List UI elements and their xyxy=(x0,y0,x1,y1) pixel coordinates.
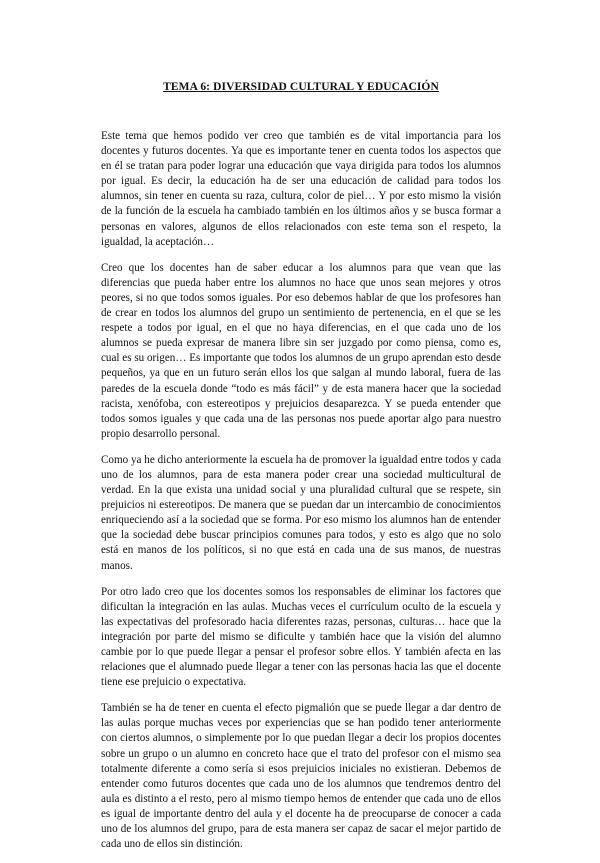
document-body xyxy=(101,129,501,863)
paragraph-3: Como ya he dicho anteriormente la escuela ha de promover la igualdad entre todos y cada uno de los alumnos, para de esta manera poder crear una sociedad multicultural de verdad. En la que exista una unidad social y una pluralidad cultural que se respete, sin prejuicios ni estereotipos. De manera que se puedan dar un intercambio de conocimientos enriqueciendo así a la sociedad que se forma. Por eso mismo los alumnos han de entender que la sociedad debe buscar principios comunes para todos, y esto es algo que no solo está en manos de los políticos, si no que está en cada una de sus manos, de nuestras manos. xyxy=(101,453,501,572)
document-title: TEMA 6: DIVERSIDAD CULTURAL Y EDUCACIÓN xyxy=(163,81,439,93)
paragraph-4: Por otro lado creo que los docentes somos los responsables de eliminar los factores que dificultan la integración en las aulas. Muchas veces el currículum oculto de la escuela y las expectativas del profesorado hacia diferentes razas, personas, culturas… hace que la integración por parte del mismo se dificulte y también hace que la visión del alumno cambie por lo que puede llegar a pensar el profesor sobre ellos. Y también afecta en las relaciones que el alumnado puede llegar a tener con las personas hacia las que el docente tiene ese prejuicio o expectativa. xyxy=(101,585,501,689)
paragraph-5: También se ha de tener en cuenta el efecto pigmalión que se puede llegar a dar dentro de las aulas porque muchas veces por experiencias que se han podido tener anteriormente con ciertos alumnos, o simplemente por lo que puedan llegar a decir los propios docentes sobre un grupo o un alumno en concreto hace que el trato del profesor con el mismo sea totalmente diferente a como sería si esos prejuicios iniciales no existieran. Debemos de entender como futuros docentes que cada uno de los alumnos que tendremos dentro del aula es distinto a el resto, pero al mismo tiempo hemos de entender que cada uno de ellos es igual de importante dentro del aula y el docente ha de preocuparse de conocer a cada uno de los alumnos del grupo, para de esta manera ser capaz de sacar el mejor partido de cada uno de ellos sin distinción. xyxy=(101,702,501,851)
paragraph-2: Creo que los docentes han de saber educar a los alumnos para que vean que las diferencias que pueda haber entre los alumnos no hace que unos sean mejores y otros peores, si no que todos somos iguales. Por eso debemos hablar de que los profesores han de crear en todos los alumnos del grupo un sentimiento de pertenencia, en el que se les respete a todos por igual, en el que no haya diferencias, en el que cada uno de los alumnos se pueda expresar de manera libre sin ser juzgado por como piensa, como es, cual es su origen… Es importante que todos los alumnos de un grupo aprendan esto desde pequeños, ya que en un futuro serán ellos los que salgan al mundo laboral, fuera de las paredes de la escuela donde “todo es más fácil” y de esta manera hacer que la sociedad racista, xenófoba, con estereotipos y prejuicios desaparezca. Y se pueda entender que todos somos iguales y que cada una de las personas nos puede aportar algo para nuestro propio desarrollo personal. xyxy=(101,261,501,440)
paragraph-1: Este tema que hemos podido ver creo que también es de vital importancia para los docentes y futuros docentes. Ya que es importante tener en cuenta todos los aspectos que en él se tratan para poder lograr una educación que vaya dirigida para todos los alumnos por igual. Es decir, la educación ha de ser una educación de calidad para todos los alumnos, sin tener en cuenta su raza, cultura, color de piel… Y por esto mismo la visión de la función de la escuela ha cambiado también en los últimos años y se busca formar a personas en valores, algunos de ellos relacionados con este tema son el respeto, la igualdad, la aceptación… xyxy=(101,130,501,248)
